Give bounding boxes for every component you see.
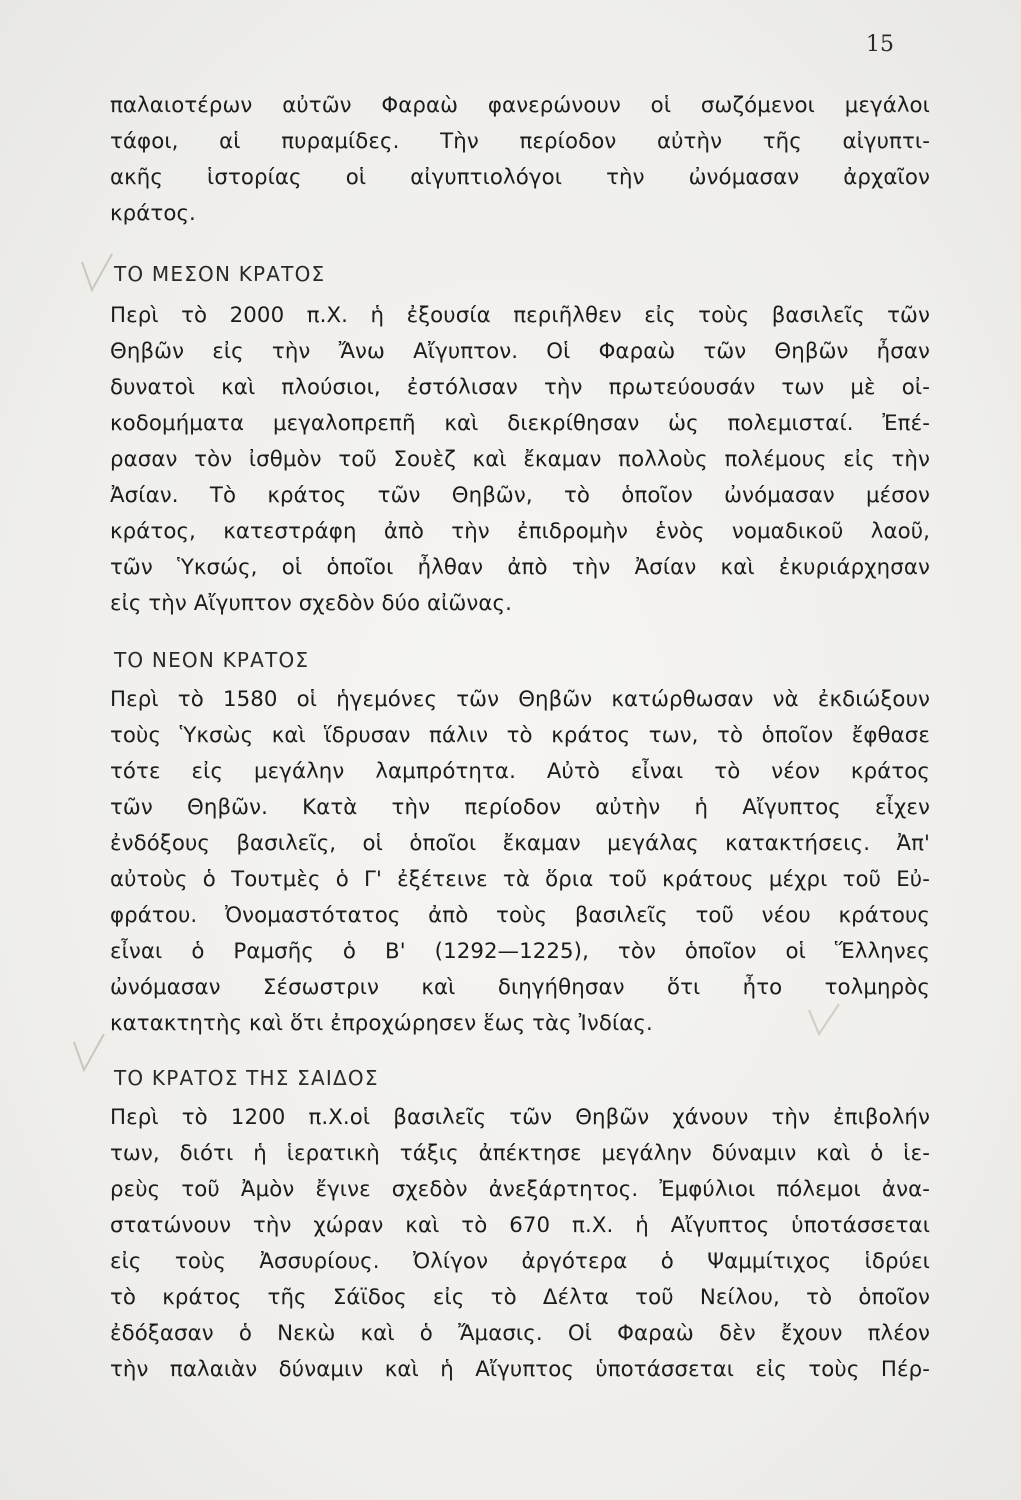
pencil-check-mark-icon bbox=[78, 250, 118, 300]
page-number: 15 bbox=[866, 32, 894, 57]
text-line: ἐνδόξους βασιλεῖς, οἱ ὁποῖοι ἔκαμαν μεγάλας κατακτήσεις. Ἀπ' bbox=[110, 831, 930, 856]
text-line: κράτος, κατεστράφη ἀπὸ τὴν ἐπιδρομὴν ἑνὸς νομαδικοῦ λαοῦ, bbox=[110, 519, 930, 544]
text-line: φράτου. Ὀνομαστότατος ἀπὸ τοὺς βασιλεῖς τοῦ νέου κράτους bbox=[110, 903, 930, 928]
text-line: Ἀσίαν. Τὸ κράτος τῶν Θηβῶν, τὸ ὁποῖον ὠνόμασαν μέσον bbox=[110, 483, 930, 508]
text-line: Θηβῶν εἰς τὴν Ἄνω Αἴγυπτον. Οἱ Φαραὼ τῶν Θηβῶν ἦσαν bbox=[110, 339, 930, 364]
text-line: κράτος. bbox=[110, 201, 196, 226]
section1-paragraph bbox=[110, 298, 930, 622]
section-heading-neon-kratos: ΤΟ ΝΕΟΝ ΚΡΑΤΟΣ bbox=[114, 648, 310, 672]
text-line: τῶν Θηβῶν. Κατὰ τὴν περίοδον αὐτὴν ἡ Αἴγυπτος εἶχεν bbox=[110, 795, 930, 820]
section-heading-kratos-saidos: ΤΟ ΚΡΑΤΟΣ ΤΗΣ ΣΑΙΔΟΣ bbox=[114, 1066, 379, 1090]
text-line: ὠνόμασαν Σέσωστριν καὶ διηγήθησαν ὅτι ἦτο τολμηρὸς bbox=[110, 975, 930, 1000]
text-line: κατακτητὴς καὶ ὅτι ἐπροχώρησεν ἕως τὰς Ἰνδίας. bbox=[110, 1011, 653, 1036]
section2-paragraph bbox=[110, 682, 930, 1042]
text-line: Περὶ τὸ 1580 οἱ ἡγεμόνες τῶν Θηβῶν κατώρθωσαν νὰ ἐκδιώξουν bbox=[110, 687, 930, 712]
intro-paragraph bbox=[110, 88, 930, 232]
text-line: εἶναι ὁ Ραμσῆς ὁ Β' (1292—1225), τὸν ὁποῖον οἱ Ἕλληνες bbox=[110, 939, 930, 964]
text-line: τοὺς Ὑκσὼς καὶ ἵδρυσαν πάλιν τὸ κράτος των, τὸ ὁποῖον ἔφθασε bbox=[110, 723, 930, 748]
section3-paragraph bbox=[110, 1100, 930, 1388]
section-heading-meson-kratos: ΤΟ ΜΕΣΟΝ ΚΡΑΤΟΣ bbox=[114, 262, 326, 286]
text-line: εἰς τὴν Αἴγυπτον σχεδὸν δύο αἰῶνας. bbox=[110, 591, 512, 616]
text-line: κοδομήματα μεγαλοπρεπῆ καὶ διεκρίθησαν ὡς πολεμισταί. Ἐπέ- bbox=[110, 411, 930, 436]
text-line: ἐδόξασαν ὁ Νεκὼ καὶ ὁ Ἄμασις. Οἱ Φαραὼ δὲν ἔχουν πλέον bbox=[110, 1321, 930, 1346]
text-line: αὐτοὺς ὁ Τουτμὲς ὁ Γ' ἐξέτεινε τὰ ὅρια τοῦ κράτους μέχρι τοῦ Εὐ- bbox=[110, 867, 930, 892]
text-line: τότε εἰς μεγάλην λαμπρότητα. Αὐτὸ εἶναι τὸ νέον κράτος bbox=[110, 759, 930, 784]
text-line: ακῆς ἱστορίας οἱ αἰγυπτιολόγοι τὴν ὠνόμασαν ἀρχαῖον bbox=[110, 165, 930, 190]
text-line: ρεὺς τοῦ Ἀμὸν ἔγινε σχεδὸν ἀνεξάρτητος. Ἐμφύλιοι πόλεμοι ἀνα- bbox=[110, 1177, 930, 1202]
text-line: δυνατοὶ καὶ πλούσιοι, ἐστόλισαν τὴν πρωτεύουσάν των μὲ οἰ- bbox=[110, 375, 930, 400]
text-line: Περὶ τὸ 1200 π.Χ.οἱ βασιλεῖς τῶν Θηβῶν χάνουν τὴν ἐπιβολήν bbox=[110, 1105, 930, 1130]
text-line: των, διότι ἡ ἱερατικὴ τάξις ἀπέκτησε μεγάλην δύναμιν καὶ ὁ ἱε- bbox=[110, 1141, 930, 1166]
text-line: Περὶ τὸ 2000 π.Χ. ἡ ἐξουσία περιῆλθεν εἰς τοὺς βασιλεῖς τῶν bbox=[110, 303, 930, 328]
text-line: τῶν Ὑκσώς, οἱ ὁποῖοι ἦλθαν ἀπὸ τὴν Ἀσίαν καὶ ἐκυριάρχησαν bbox=[110, 555, 930, 580]
text-line: ρασαν τὸν ἰσθμὸν τοῦ Σουὲζ καὶ ἔκαμαν πολλοὺς πολέμους εἰς τὴν bbox=[110, 447, 930, 472]
text-line: τάφοι, αἱ πυραμίδες. Τὴν περίοδον αὐτὴν τῆς αἰγυπτι- bbox=[110, 129, 930, 154]
pencil-check-mark-icon bbox=[70, 1030, 110, 1080]
text-line: εἰς τοὺς Ἀσσυρίους. Ὀλίγον ἀργότερα ὁ Ψαμμίτιχος ἱδρύει bbox=[110, 1249, 930, 1274]
text-line: παλαιοτέρων αὐτῶν Φαραὼ φανερώνουν οἱ σωζόμενοι μεγάλοι bbox=[110, 93, 930, 118]
text-line: τὴν παλαιὰν δύναμιν καὶ ἡ Αἴγυπτος ὑποτάσσεται εἰς τοὺς Πέρ- bbox=[110, 1357, 930, 1382]
text-line: στατώνουν τὴν χώραν καὶ τὸ 670 π.Χ. ἡ Αἴγυπτος ὑποτάσσεται bbox=[110, 1213, 930, 1238]
text-line: τὸ κράτος τῆς Σάϊδος εἰς τὸ Δέλτα τοῦ Νείλου, τὸ ὁποῖον bbox=[110, 1285, 930, 1310]
